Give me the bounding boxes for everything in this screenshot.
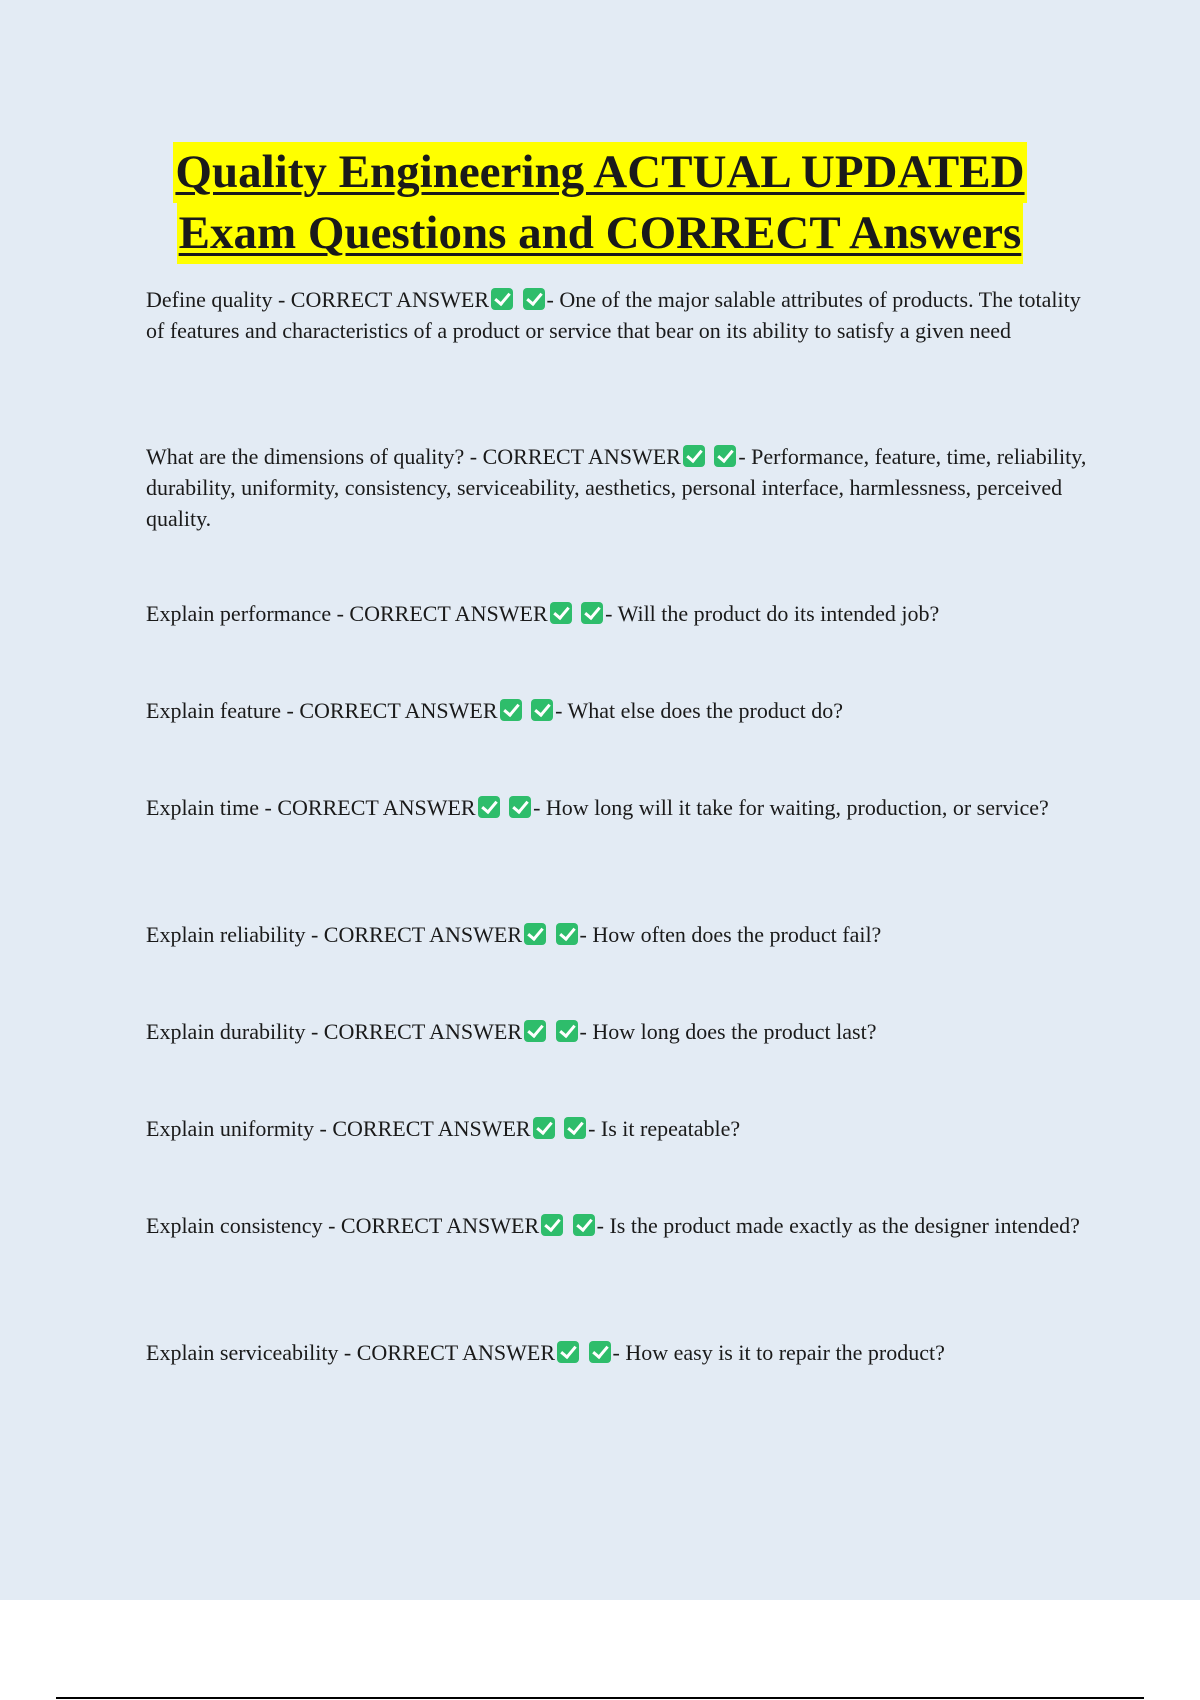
title-line-1: Quality Engineering ACTUAL UPDATED xyxy=(173,142,1026,203)
green-checkmark-icon xyxy=(550,602,572,624)
green-checkmark-icon xyxy=(557,1341,579,1363)
green-checkmark-icon xyxy=(523,288,545,310)
green-checkmark-icon xyxy=(556,1020,578,1042)
qa-item-time xyxy=(146,792,1091,823)
qa-item-consistency xyxy=(146,1210,1091,1241)
qa-item-reliability xyxy=(146,919,1091,950)
footer-divider xyxy=(56,1697,1144,1699)
qa-item-define-quality xyxy=(146,284,1091,346)
question-text: What are the dimensions of quality? - CORRECT ANSWER xyxy=(146,444,681,469)
green-checkmark-icon xyxy=(556,923,578,945)
green-checkmark-icon xyxy=(524,923,546,945)
answer-text: - How easy is it to repair the product? xyxy=(612,1340,945,1365)
answer-text: - Performance, feature, time, reliability, durability, uniformity, consistency, serviceability, aesthetics, personal interface, harmlessness, perceived quality. xyxy=(146,444,1087,531)
question-text: Explain performance - CORRECT ANSWER xyxy=(146,601,548,626)
green-checkmark-icon xyxy=(589,1341,611,1363)
answer-text: - How long does the product last? xyxy=(579,1019,877,1044)
green-checkmark-icon xyxy=(509,796,531,818)
answer-text: - Is it repeatable? xyxy=(588,1116,741,1141)
green-checkmark-icon xyxy=(714,445,736,467)
green-checkmark-icon xyxy=(533,1117,555,1139)
answer-text: - How often does the product fail? xyxy=(579,922,882,947)
green-checkmark-icon xyxy=(524,1020,546,1042)
green-checkmark-icon xyxy=(564,1117,586,1139)
green-checkmark-icon xyxy=(683,445,705,467)
answer-text: - What else does the product do? xyxy=(555,698,844,723)
question-text: Explain uniformity - CORRECT ANSWER xyxy=(146,1116,531,1141)
question-text: Explain consistency - CORRECT ANSWER xyxy=(146,1213,540,1238)
question-text: Explain time - CORRECT ANSWER xyxy=(146,795,476,820)
qa-item-durability xyxy=(146,1016,1091,1047)
green-checkmark-icon xyxy=(491,288,513,310)
answer-text: - Is the product made exactly as the designer intended? xyxy=(596,1213,1080,1238)
question-text: Define quality - CORRECT ANSWER xyxy=(146,287,490,312)
qa-item-feature xyxy=(146,695,1091,726)
green-checkmark-icon xyxy=(500,699,522,721)
question-text: Explain reliability - CORRECT ANSWER xyxy=(146,922,523,947)
document-title xyxy=(0,142,1200,264)
question-text: Explain durability - CORRECT ANSWER xyxy=(146,1019,523,1044)
qa-item-performance xyxy=(146,598,1091,629)
answer-text: - One of the major salable attributes of products. The totality of features and characteristics of a product or service that bear on its ability to satisfy a given need xyxy=(146,287,1081,343)
green-checkmark-icon xyxy=(541,1214,563,1236)
answer-text: - How long will it take for waiting, production, or service? xyxy=(533,795,1049,820)
green-checkmark-icon xyxy=(478,796,500,818)
question-text: Explain feature - CORRECT ANSWER xyxy=(146,698,498,723)
qa-item-serviceability xyxy=(146,1337,1091,1368)
green-checkmark-icon xyxy=(581,602,603,624)
answer-text: - Will the product do its intended job? xyxy=(605,601,940,626)
green-checkmark-icon xyxy=(531,699,553,721)
qa-item-uniformity xyxy=(146,1113,1091,1144)
title-line-2: Exam Questions and CORRECT Answers xyxy=(177,203,1024,264)
question-text: Explain serviceability - CORRECT ANSWER xyxy=(146,1340,555,1365)
green-checkmark-icon xyxy=(573,1214,595,1236)
qa-item-dimensions-of-quality xyxy=(146,441,1091,534)
